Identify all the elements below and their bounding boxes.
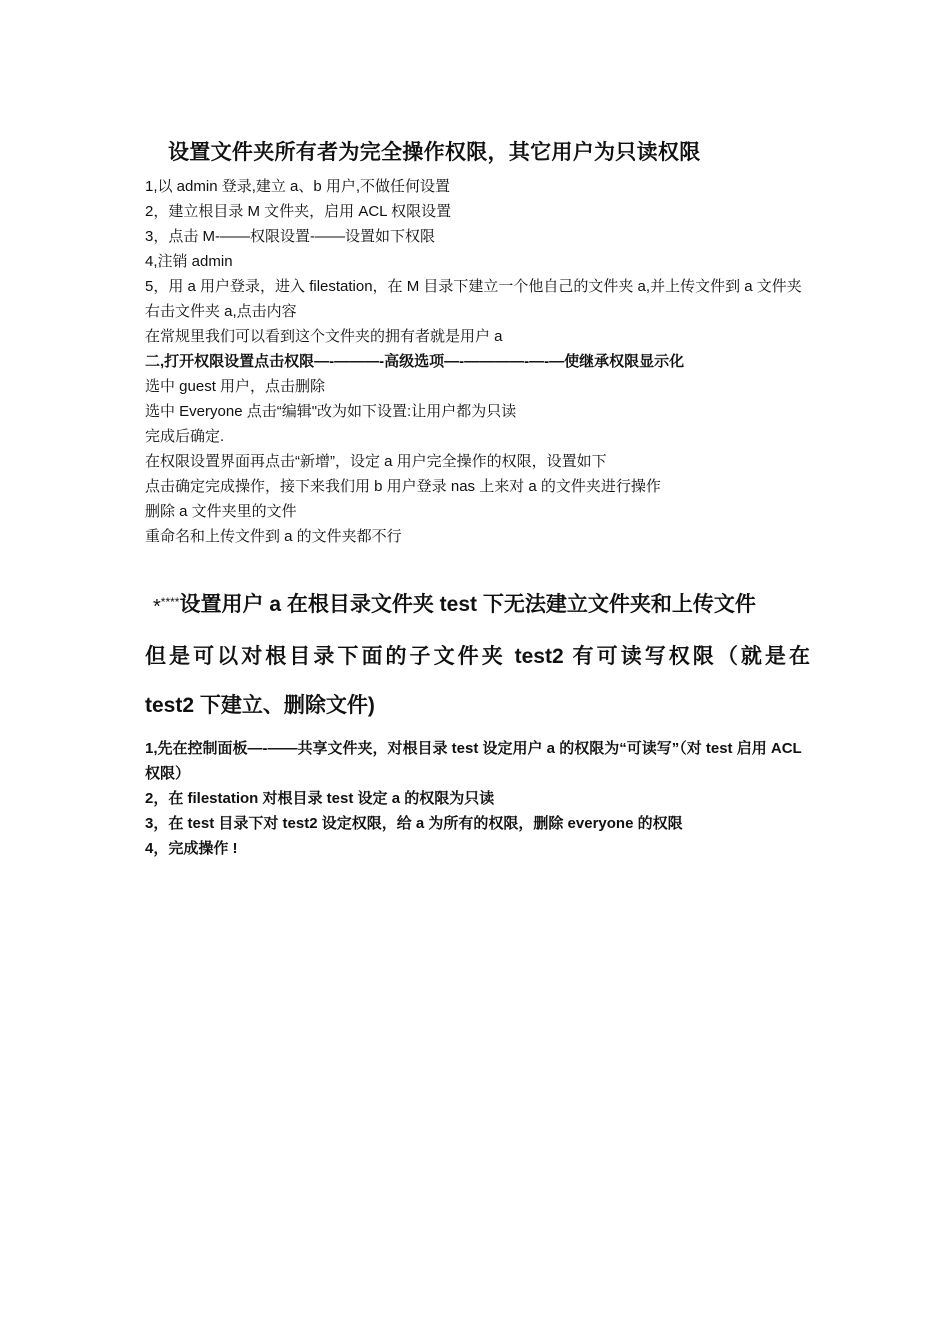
section-two-heading-text: 设置用户 a 在根目录文件夹 test 下无法建立文件夹和上传文件 (179, 593, 756, 616)
instruction-line: 删除 a 文件夹里的文件 (145, 503, 297, 520)
instruction-line: 5，用 a 用户登录，进入 filestation，在 M 目录下建立一个他自己的文件夹 a,并上传文件到 a 文件夹 (145, 278, 802, 295)
instruction-line: 3，点击 M-——权限设置-——设置如下权限 (145, 228, 435, 245)
section-two-heading-line-2: 但是可以对根目录下面的子文件夹 test2 有可读写权限（就是在 (145, 645, 810, 668)
instruction-line: 在权限设置界面再点击“新增”，设定 a 用户完全操作的权限，设置如下 (145, 453, 607, 470)
step-line: 4，完成操作 ! (145, 840, 238, 857)
instruction-line: 在常规里我们可以看到这个文件夹的拥有者就是用户 a (145, 328, 503, 345)
step-line: 3，在 test 目录下对 test2 设定权限，给 a 为所有的权限，删除 everyone 的权限 (145, 815, 683, 832)
instruction-line: 选中 Everyone 点击“编辑"改为如下设置:让用户都为只读 (145, 403, 517, 420)
instruction-line: 完成后确定. (145, 428, 225, 445)
instruction-subheading: 二,打开权限设置点击权限—-———-高级选项—-————-—-—使继承权限显示化 (145, 353, 685, 370)
small-stars: **** (160, 595, 180, 609)
section-two (145, 578, 810, 861)
document-title: 设置文件夹所有者为完全操作权限，其它用户为只读权限 (168, 141, 701, 164)
section-two-heading-line-1 (145, 578, 810, 632)
instruction-line: 1,以 admin 登录,建立 a、b 用户,不做任何设置 (145, 178, 451, 195)
instruction-line: 选中 guest 用户，点击删除 (145, 378, 326, 395)
step-line: 1,先在控制面板—-——共享文件夹，对根目录 test 设定用户 a 的权限为“可读写”（对 test 启用 ACL 权限） (145, 740, 802, 782)
instruction-body (145, 174, 810, 549)
section-two-steps (145, 736, 810, 861)
instruction-line: 重命名和上传文件到 a 的文件夹都不行 (145, 528, 402, 545)
instruction-line: 4,注销 admin (145, 253, 233, 270)
star-mark: * (153, 596, 161, 618)
step-line: 2，在 filestation 对根目录 test 设定 a 的权限为只读 (145, 790, 495, 807)
instruction-line: 右击文件夹 a,点击内容 (145, 303, 297, 320)
instruction-line: 2，建立根目录 M 文件夹，启用 ACL 权限设置 (145, 203, 452, 220)
instruction-line: 点击确定完成操作，接下来我们用 b 用户登录 nas 上来对 a 的文件夹进行操作 (145, 478, 661, 495)
section-two-heading-line-3: test2 下建立、删除文件) (145, 694, 375, 717)
